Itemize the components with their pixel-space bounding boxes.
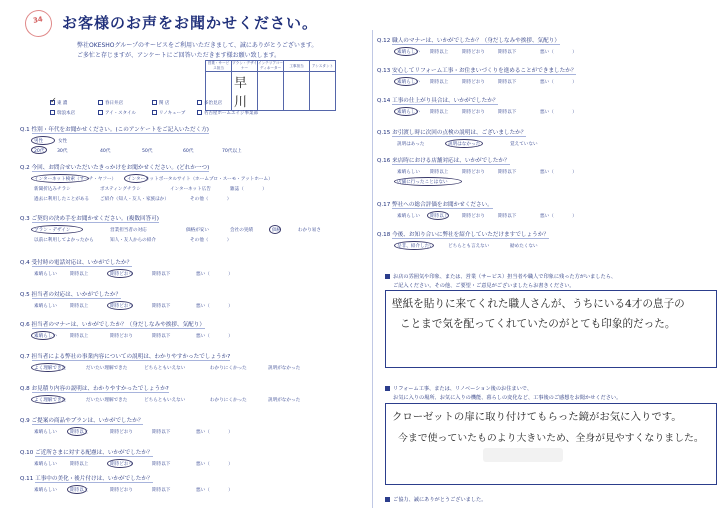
brand-option[interactable] (197, 100, 222, 106)
answer-option[interactable]: 悪い（ ） (196, 334, 233, 339)
answer-circle (31, 395, 65, 404)
answer-option[interactable]: 会社の実績 (230, 228, 253, 233)
answer-option[interactable]: 説明がなかった (268, 366, 301, 371)
comment2-title (385, 385, 532, 392)
answer-option[interactable]: 過去に利用したことがある (34, 197, 90, 202)
question-number: Q.18 (377, 232, 391, 238)
answer-option[interactable]: 期待以上 (70, 488, 89, 493)
answer-option[interactable]: 期待どおり (110, 488, 133, 493)
brand-option[interactable] (50, 100, 67, 106)
answer-option[interactable]: 悪い（ ） (540, 50, 577, 55)
answer-option[interactable]: 素晴らしい (397, 110, 420, 115)
staff-header: 営業・サービス担当 (206, 61, 232, 72)
question-text: 今後、お知り合いに弊社を紹介していただけますでしょうか？ (392, 232, 549, 238)
answer-option[interactable]: 悪い（ ） (196, 488, 233, 493)
answer-option[interactable]: ポスティングチラシ (100, 187, 141, 192)
column-divider (372, 30, 373, 508)
answer-option[interactable]: 素晴らしい (34, 462, 57, 467)
answer-circle (269, 225, 281, 234)
answer-option[interactable]: 期待以下 (152, 304, 171, 309)
answer-option[interactable]: 勧めたくない (510, 244, 538, 249)
question-heading (20, 125, 209, 133)
answer-option[interactable]: 説明はあった (397, 142, 425, 147)
question-text: 工事の仕上がり具合は、いかがでしたか？ (392, 98, 499, 104)
answer-option[interactable]: よく理解できた (34, 366, 67, 371)
question-number: Q.16 (377, 158, 391, 164)
question-number: Q.15 (377, 130, 391, 136)
answer-circle (31, 174, 89, 183)
question-number: Q.10 (20, 450, 34, 456)
answer-option[interactable]: 期待以上 (430, 214, 449, 219)
answer-circle (124, 174, 148, 183)
brand-label: 名古屋ホームエイジ事業部 (204, 111, 258, 116)
answer-option[interactable]: 50代 (142, 149, 153, 154)
comment1-title-2: ご記入ください。その他、ご要望・ご意見がございましたらお書きください。 (393, 283, 575, 289)
answer-option[interactable]: その他（ ） (190, 197, 232, 202)
faint-mark (483, 448, 563, 462)
answer-option[interactable]: 期待以上 (70, 462, 89, 467)
answer-circle (107, 269, 133, 278)
answer-option[interactable]: インターネット検索（サーチ・ヤフー） (34, 177, 117, 182)
answer-circle (394, 177, 462, 186)
answer-option[interactable]: 期待どおり (462, 80, 485, 85)
answer-option[interactable]: 期待以下 (498, 110, 517, 115)
question-heading (20, 320, 205, 328)
question-number: Q.4 (20, 260, 30, 266)
question-heading (20, 290, 121, 298)
question-heading (377, 200, 493, 208)
brand-option[interactable] (98, 100, 123, 106)
question-heading (377, 156, 510, 164)
question-text: 担当者による弊社の事業内容についての説明は、わかりやすかったでしょうか? (31, 354, 231, 360)
answer-option[interactable]: 新聞折込みチラシ (34, 187, 71, 192)
question-text: 安心してリフォーム工事・お住まいづくりを進めることができましたか？ (392, 68, 577, 74)
answer-option[interactable]: 期待以上 (430, 170, 449, 175)
answer-option[interactable]: 雑誌（ ） (230, 187, 267, 192)
question-heading (377, 36, 560, 44)
answer-circle (107, 459, 133, 468)
intro-line-2: ご多忙と存じますが、アンケートにご回答いただきます様お願い致します。 (77, 52, 281, 59)
staff-header: インテリアコーディネーター (258, 61, 283, 70)
answer-option[interactable]: わかり易さ (298, 228, 321, 233)
question-number: Q.8 (20, 386, 30, 392)
answer-option[interactable]: 素晴らしい (397, 80, 420, 85)
brand-label: 関 店 (159, 101, 170, 106)
question-number: Q.17 (377, 202, 391, 208)
answer-option[interactable]: 期待以下 (152, 488, 171, 493)
answer-option[interactable]: 30代 (57, 149, 68, 154)
answer-circle (394, 47, 418, 56)
answer-circle (394, 107, 418, 116)
answer-option[interactable]: 期待以下 (498, 214, 517, 219)
answer-option[interactable]: よく理解できた (34, 398, 67, 403)
question-text: 担当者のマナーは、いかがでしたか？（身だしなみや挨拶、気配り） (31, 322, 205, 328)
answer-circle (67, 485, 87, 494)
question-number: Q.5 (20, 292, 30, 298)
answer-option[interactable]: 素晴らしい (397, 50, 420, 55)
answer-option[interactable]: 期待以上 (70, 334, 89, 339)
answer-option[interactable]: 期待以上 (430, 80, 449, 85)
question-text: ご契約の決め手をお聞かせください。(複数回答可) (31, 216, 159, 222)
question-heading (377, 66, 576, 74)
staff-cell[interactable] (310, 72, 336, 111)
comment1-title (385, 273, 616, 280)
comment1-line-2: ことまで気を配ってくれていたのがとても印象的だった。 (400, 318, 676, 330)
answer-option[interactable]: 悪い（ ） (540, 110, 577, 115)
answer-option[interactable]: 期待以上 (430, 110, 449, 115)
question-text: ご提案の商品やプランは、いかがでしたか？ (31, 418, 144, 424)
question-heading (20, 214, 159, 222)
answer-option[interactable]: どちらとも言えない (448, 244, 490, 249)
answer-option[interactable]: ご紹介（知人・友人・家族ほか） (100, 197, 169, 202)
answer-option[interactable]: 期待どおり (110, 304, 133, 309)
question-number: Q.12 (377, 38, 391, 44)
question-text: 弊社への総合評価をお聞かせください。 (392, 202, 493, 208)
question-heading (377, 230, 549, 238)
answer-option[interactable]: 悪い（ ） (196, 272, 233, 277)
question-number: Q.6 (20, 322, 30, 328)
answer-option[interactable]: どちらともいえない (144, 366, 186, 371)
staff-header: プラン・デザイナー (232, 61, 257, 70)
square-bullet-icon (385, 274, 390, 279)
answer-option[interactable]: 女性 (58, 139, 68, 144)
answer-option[interactable]: 期待どおり (110, 272, 133, 277)
question-heading (20, 416, 143, 424)
checkbox-icon[interactable] (50, 110, 55, 115)
brand-label: 東 濃 (57, 101, 68, 106)
answer-option[interactable]: だいたい理解できた (86, 398, 128, 403)
answer-option[interactable]: 期待どおり (462, 50, 485, 55)
answer-option[interactable]: 素晴らしい (34, 488, 57, 493)
answer-option[interactable]: 悪い（ ） (196, 462, 233, 467)
question-text: ご近所さまに対する配慮は、いかがでしたか？ (35, 450, 153, 456)
question-number: Q.7 (20, 354, 30, 360)
answer-option[interactable]: だいたい理解できた (86, 366, 128, 371)
square-bullet-icon (385, 497, 390, 502)
answer-option[interactable]: 期待以上 (70, 430, 89, 435)
answer-option[interactable]: 期待以上 (70, 304, 89, 309)
question-text: 担当者の対応は、いかがでしたか？ (31, 292, 122, 298)
checkbox-icon[interactable] (197, 110, 202, 115)
checkbox-icon[interactable] (50, 100, 55, 105)
answer-circle (394, 241, 434, 250)
question-number: Q.3 (20, 216, 30, 222)
answer-circle (31, 363, 65, 372)
comment2-title-line: リフォーム工事、または、リノベーション後のお住まいで、 (393, 386, 533, 392)
comment2-title-2: お気に入りの場所、お気に入りの機能、暮らしの変化など、工事後のご感想をお聞かせください。 (393, 395, 622, 401)
staff-table (205, 60, 336, 111)
comment2-line-1: クローゼットの扉に取り付けてもらった鏡がお気に入りです。 (392, 411, 682, 423)
question-text: 今回、お問合せいただいたきっかけをお聞かせください。(どれか一つ) (31, 165, 210, 171)
checkbox-icon[interactable] (152, 110, 157, 115)
intro-line-1: 弊社OKESHOグループのサービスをご利用いただきまして、誠にありがとうございます。 (77, 42, 318, 49)
question-text: 職人のマナーは、いかがでしたか？（身だしなみや挨拶、気配り） (392, 38, 560, 44)
answer-option[interactable]: 期待どおり (462, 110, 485, 115)
answer-option[interactable]: インターネットポータルサイト（ホームプロ・スーモ・アットホーム） (127, 177, 273, 182)
answer-option[interactable]: 素晴らしい (34, 430, 57, 435)
answer-circle (31, 136, 55, 145)
checkbox-icon[interactable] (152, 100, 157, 105)
answer-option[interactable]: 素晴らしい (397, 214, 420, 219)
answer-option[interactable]: 素晴らしい (34, 304, 57, 309)
answer-option[interactable]: プラン・デザイン (34, 228, 71, 233)
answer-option[interactable]: 期待以下 (498, 80, 517, 85)
comment2-line-2: 今まで使っていたものより大きいため、全身が見やすくなりました。 (398, 433, 704, 444)
answer-option[interactable]: 営業担当者の対応 (110, 228, 147, 233)
answer-option[interactable]: 悪い（ ） (540, 80, 577, 85)
answer-option[interactable]: 以前に利用してよかったから (34, 238, 94, 243)
question-number: Q.1 (20, 127, 30, 133)
answer-option[interactable]: 期待どおり (462, 170, 485, 175)
answer-option[interactable]: 是非、紹介したい (397, 244, 434, 249)
answer-option[interactable]: どちらともいえない (144, 398, 186, 403)
comment1-line-1: 壁紙を貼りに来てくれた職人さんが、うちにいる4才の息子の (392, 298, 685, 310)
answer-option[interactable]: 期待以下 (152, 334, 171, 339)
brand-label: 春日井店 (105, 101, 123, 106)
brand-label: アイ・スタイル (105, 111, 137, 116)
question-heading (20, 474, 153, 482)
question-heading (20, 384, 169, 392)
page-title: お客様のお声をお聞かせください。 (62, 14, 319, 32)
answer-option[interactable]: 期待どおり (110, 462, 133, 467)
answer-option[interactable]: 覚えていない (510, 142, 538, 147)
answer-option[interactable]: 期待以下 (152, 462, 171, 467)
answer-option[interactable]: 素晴らしい (34, 272, 57, 277)
brand-label: 多治見店 (204, 101, 222, 106)
answer-circle (107, 301, 133, 310)
answer-option[interactable]: インターネット広告 (170, 187, 211, 192)
question-heading (377, 128, 526, 136)
answer-option[interactable]: 説明はなかった (448, 142, 481, 147)
answer-option[interactable]: 期待どおり (110, 334, 133, 339)
answer-option[interactable]: 悪い（ ） (540, 170, 577, 175)
question-text: 性別・年代をお聞かせください。(このアンケートをご記入いただく方) (31, 127, 209, 133)
answer-option[interactable]: わかりにくかった (210, 398, 247, 403)
question-number: Q.13 (377, 68, 391, 74)
answer-option[interactable]: 悪い（ ） (540, 214, 577, 219)
comment1-title-line: お店の雰囲気や印象、または、営業（サービス）担当者や職人で印象に残った方がいましたら、 (393, 274, 617, 280)
checkbox-icon[interactable] (98, 110, 103, 115)
question-heading (20, 448, 153, 456)
question-number: Q.9 (20, 418, 30, 424)
answer-circle (67, 427, 87, 436)
brand-option[interactable] (152, 100, 169, 106)
question-heading (20, 352, 230, 360)
brand-option[interactable] (50, 110, 75, 116)
brand-option[interactable] (197, 110, 258, 116)
answer-option[interactable]: わかりにくかった (210, 366, 247, 371)
answer-option[interactable]: 期待以下 (152, 272, 171, 277)
answer-option[interactable]: 期待以下 (152, 430, 171, 435)
answer-option[interactable]: その他（ ） (190, 238, 232, 243)
question-text: お見積り内容の説明は、わかりやすかったでしょうか? (31, 386, 169, 392)
answer-option[interactable]: 知人・友人からの紹介 (110, 238, 156, 243)
answer-circle (31, 331, 55, 340)
answer-option[interactable]: 期待以下 (498, 170, 517, 175)
question-heading (20, 163, 209, 171)
answer-option[interactable]: 店舗に行ったことはない (397, 180, 448, 185)
square-bullet-icon (385, 386, 390, 391)
question-text: 工事中の美化・後片付けは、いかがでしたか？ (35, 476, 153, 482)
answer-option[interactable]: 70代以上 (222, 149, 242, 154)
stamp-number: 34 (32, 15, 44, 25)
staff-cell[interactable]: 早川 (232, 72, 258, 111)
answer-option[interactable]: 男性 (34, 139, 44, 144)
question-text: お引渡し時に次回の点検の説明は、ございましたか？ (392, 130, 527, 136)
answer-option[interactable]: 20代 (34, 149, 45, 154)
answer-circle (394, 77, 418, 86)
brand-label: リノキューブ (159, 111, 186, 116)
question-text: 来店時における店舗対応は、いかがでしたか？ (392, 158, 510, 164)
staff-cell[interactable] (284, 72, 310, 111)
staff-cell[interactable] (258, 72, 284, 111)
answer-option[interactable]: 素晴らしい (34, 334, 57, 339)
staff-header: 工事担当 (284, 61, 310, 72)
answer-option[interactable]: 悪い（ ） (196, 304, 233, 309)
answer-option[interactable]: 説明がなかった (268, 398, 301, 403)
question-heading (377, 96, 498, 104)
question-number: Q.2 (20, 165, 30, 171)
answer-option[interactable]: 価格 (272, 228, 282, 233)
brand-option[interactable] (98, 110, 136, 116)
answer-option[interactable]: 期待以下 (498, 50, 517, 55)
checkbox-icon[interactable] (197, 100, 202, 105)
question-heading (20, 258, 132, 266)
checkbox-icon[interactable] (98, 100, 103, 105)
answer-circle (31, 225, 83, 234)
answer-option[interactable]: 悪い（ ） (196, 430, 233, 435)
question-number: Q.14 (377, 98, 391, 104)
staff-header: アシスタント (310, 61, 336, 72)
answer-circle (31, 146, 47, 154)
answer-option[interactable]: 期待どおり (462, 214, 485, 219)
answer-option[interactable]: 価格が安い (186, 228, 209, 233)
brand-label: 瑞浪本店 (57, 111, 75, 116)
footer-text: ご協力、誠にありがとうございました。 (393, 497, 487, 503)
answer-option[interactable]: 期待以上 (70, 272, 89, 277)
question-text: 受付時の電話対応は、いかがでしたか？ (31, 260, 133, 266)
answer-option[interactable]: 60代 (183, 149, 194, 154)
answer-option[interactable]: 40代 (100, 149, 111, 154)
answer-option[interactable]: 期待以上 (430, 50, 449, 55)
answer-option[interactable]: 素晴らしい (397, 170, 420, 175)
answer-circle (445, 139, 483, 148)
received-stamp (23, 8, 54, 39)
answer-option[interactable]: 期待どおり (110, 430, 133, 435)
question-number: Q.11 (20, 476, 34, 482)
answer-circle (427, 211, 449, 220)
brand-option[interactable] (152, 110, 185, 116)
footer-thanks (385, 496, 486, 503)
